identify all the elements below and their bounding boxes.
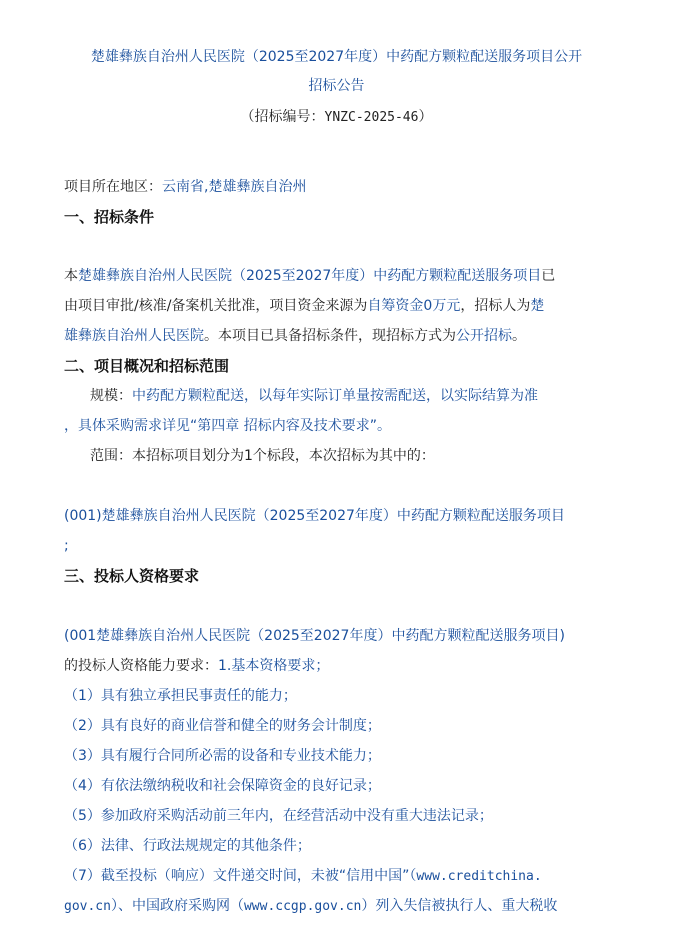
requirement-item-6 [64,836,311,856]
requirement-lot-name: (001楚雄彝族自治州人民医院（2025至2027年度）中药配方颗粒配送服务项目) [64,628,565,644]
requirement-item-5 [64,806,493,826]
requirement-item-3 [64,746,381,766]
requirement-item-text: （7）截至投标（响应）文件递交时间，未被“信用中国”（ [64,868,417,884]
requirement-text: 1.基本资格要求； [218,658,330,674]
tenderer-name: 雄彝族自治州人民医院 [64,328,204,344]
title-text-2: 招标公告 [308,78,365,94]
region-value: 云南省,楚雄彝族自治州 [162,179,307,195]
ccgp-link[interactable]: www.ccgp.gov.cn [243,899,362,914]
title-line-2 [0,76,673,96]
region-label: 项目所在地区： [64,179,162,195]
lot-line-1 [64,506,565,526]
scope-text: 范围：本招标项目划分为1个标段，本次招标为其中的： [90,448,435,464]
scale-line-2 [64,416,391,436]
requirement-line-2 [64,656,329,676]
tender-method: 公开招标 [456,328,512,344]
section-1-heading-text: 一、招标条件 [64,208,155,226]
scale-text: ，具体采购需求详见“第四章 招标内容及技术要求”。 [64,418,391,434]
title-line-1 [0,47,673,67]
condition-text: 。本项目已具备招标条件，现招标方式为 [204,328,456,344]
tenderer-name: 楚 [530,298,545,314]
region-line [64,177,306,197]
requirement-item-4 [64,776,381,796]
section-3-heading-text: 三、投标人资格要求 [64,567,200,585]
requirement-line-1 [64,626,565,646]
requirement-item-text: （1）具有独立承担民事责任的能力； [64,688,297,704]
requirement-item-text: （2）具有良好的商业信誉和健全的财务会计制度； [64,718,381,734]
section-1-heading [64,207,154,227]
scale-text: 中药配方颗粒配送，以每年实际订单量按需配送，以实际结算为准 [132,388,538,404]
requirement-item-text: ）列入失信被执行人、重大税收 [361,898,558,914]
requirement-item-7-line-2 [64,896,557,917]
section-2-heading [64,356,229,376]
project-name: 楚雄彝族自治州人民医院（2025至2027年度）中药配方颗粒配送服务项目 [78,268,542,284]
scope-line [90,446,435,466]
section-3-heading [64,566,199,586]
requirement-item-text: （3）具有履行合同所必需的设备和专业技术能力； [64,748,381,764]
funding-source: 自筹资金0万元 [367,298,461,314]
tender-code: YNZC-2025-46 [324,110,419,125]
title-text-1: 楚雄彝族自治州人民医院（2025至2027年度）中药配方颗粒配送服务项目公开 [90,49,583,65]
creditchina-link[interactable]: www.creditchina. [416,869,542,884]
tender-code-prefix: （招标编号： [240,109,325,125]
requirement-item-text: （6）法律、行政法规规定的其他条件； [64,838,311,854]
requirement-item-7-line-1 [64,866,542,887]
requirement-item-text: （4）有依法缴纳税收和社会保障资金的良好记录； [64,778,381,794]
scale-label: 规模： [90,388,132,404]
condition-text: ，招标人为 [460,298,531,314]
tender-code-line [0,107,673,128]
tender-code-suffix: ） [418,109,433,125]
scale-line-1 [90,386,538,406]
creditchina-link[interactable]: gov.cn [64,899,111,914]
condition-line-3 [64,326,526,346]
requirement-item-text: ）、中国政府采购网（ [110,898,244,914]
requirement-item-1 [64,686,297,706]
condition-line-1 [64,266,555,286]
section-2-heading-text: 二、项目概况和招标范围 [64,357,230,375]
condition-line-2 [64,296,544,316]
lot-name-end: ; [64,538,69,554]
requirement-item-text: （5）参加政府采购活动前三年内，在经营活动中没有重大违法记录； [64,808,493,824]
condition-text: 。 [512,328,526,344]
lot-line-2 [64,536,69,556]
requirement-text: 的投标人资格能力要求： [64,658,218,674]
condition-text: 已 [541,268,556,284]
condition-text: 本 [64,268,78,284]
lot-name: (001)楚雄彝族自治州人民医院（2025至2027年度）中药配方颗粒配送服务项目 [64,508,565,524]
requirement-item-2 [64,716,381,736]
condition-text: 由项目审批/核准/备案机关批准，项目资金来源为 [64,298,368,314]
